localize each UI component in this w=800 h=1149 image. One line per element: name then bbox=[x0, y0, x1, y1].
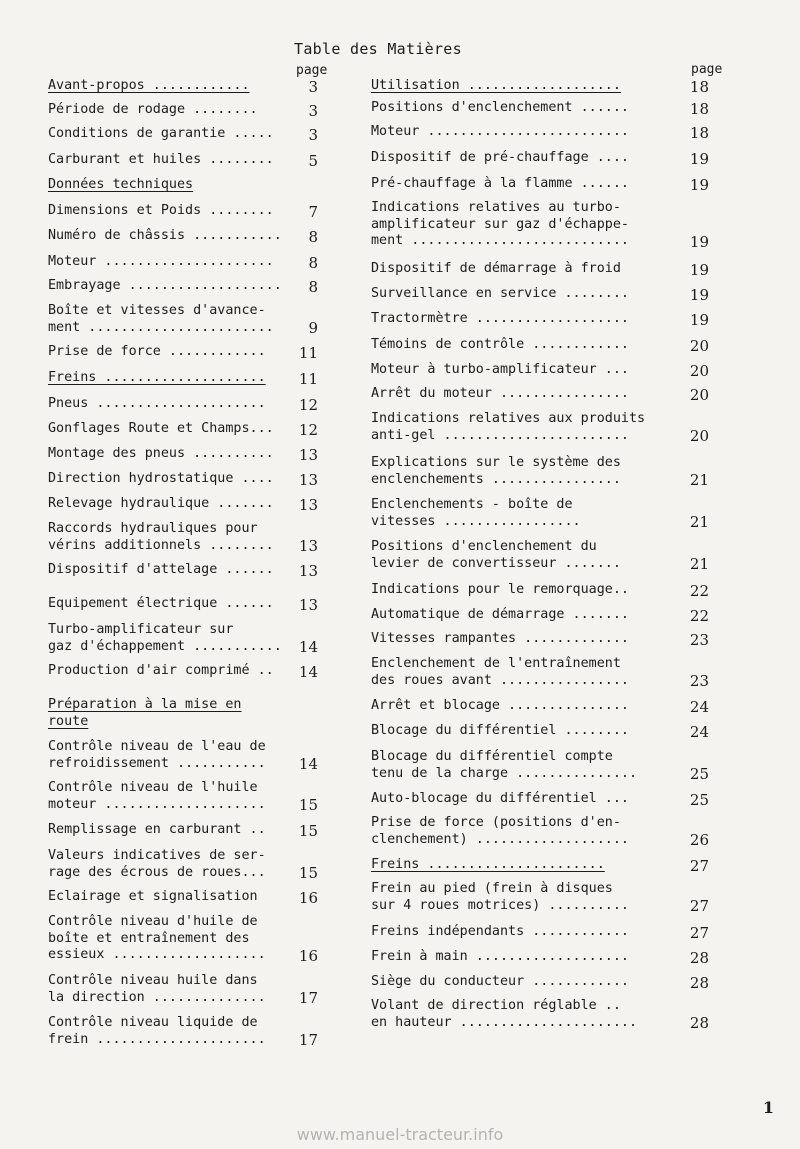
toc-entry-text: Frein au pied (frein à disques bbox=[371, 881, 613, 896]
toc-entry bbox=[48, 344, 318, 361]
toc-entry bbox=[371, 881, 713, 914]
toc-entry-page: 28 bbox=[689, 1014, 709, 1033]
toc-entry-text: Indications relatives au turbo- bbox=[371, 200, 621, 215]
toc-entry-page: 15 bbox=[298, 796, 318, 815]
toc-entry-text: Auto-blocage du différentiel ... bbox=[371, 791, 629, 806]
toc-entry bbox=[371, 286, 713, 303]
toc-entry-text: Gonflages Route et Champs... bbox=[48, 421, 274, 436]
toc-entry bbox=[48, 596, 318, 613]
toc-entry bbox=[371, 261, 713, 278]
toc-entry bbox=[371, 656, 713, 689]
toc-entry-page: 18 bbox=[689, 77, 709, 96]
toc-entry-text: Raccords hydrauliques pour bbox=[48, 521, 258, 536]
toc-entry bbox=[371, 411, 713, 444]
toc-entry-page: 15 bbox=[298, 864, 318, 883]
toc-entry-page: 13 bbox=[298, 495, 318, 514]
toc-entry bbox=[371, 974, 713, 991]
toc-entry-text: sur 4 roues motrices) .......... bbox=[371, 897, 629, 913]
toc-entry-text: vérins additionnels ........ bbox=[48, 537, 274, 553]
toc-entry-text: Tractormètre ................... bbox=[371, 311, 629, 326]
toc-entry-text: Montage des pneus .......... bbox=[48, 446, 274, 461]
toc-entry bbox=[48, 126, 318, 143]
toc-entry bbox=[371, 998, 713, 1031]
page-column-label-right: page bbox=[691, 62, 723, 77]
toc-entry-page: 19 bbox=[689, 260, 709, 279]
toc-entry-page: 20 bbox=[689, 385, 709, 404]
toc-entry bbox=[48, 421, 318, 438]
toc-entry-text: Vitesses rampantes ............. bbox=[371, 631, 629, 646]
toc-section-heading bbox=[48, 78, 318, 95]
toc-entry-text: Contrôle niveau de l'huile bbox=[48, 780, 258, 795]
toc-entry-text: Automatique de démarrage ....... bbox=[371, 607, 629, 622]
toc-entry bbox=[371, 949, 713, 966]
toc-entry-text: Moteur ......................... bbox=[371, 124, 629, 139]
toc-entry-text: Indications relatives aux produits bbox=[371, 411, 646, 426]
toc-entry-text: Moteur à turbo-amplificateur ... bbox=[371, 362, 629, 377]
toc-entry bbox=[48, 889, 318, 906]
toc-entry-text: boîte et entraînement des bbox=[48, 930, 250, 946]
toc-section-heading bbox=[371, 78, 713, 95]
toc-entry-text: Eclairage et signalisation bbox=[48, 889, 258, 904]
toc-entry-page: 8 bbox=[308, 277, 318, 296]
toc-entry-page: 28 bbox=[689, 948, 709, 967]
toc-entry-text: Pré-chauffage à la flamme ...... bbox=[371, 176, 629, 191]
toc-entry-page: 17 bbox=[298, 1031, 318, 1050]
toc-entry-page: 21 bbox=[689, 513, 709, 532]
toc-entry-text: Direction hydrostatique .... bbox=[48, 471, 274, 486]
toc-entry-text: clenchement) ................... bbox=[371, 831, 629, 847]
toc-entry-page: 27 bbox=[689, 923, 709, 942]
toc-entry bbox=[371, 698, 713, 715]
toc-entry-text: Freins ...................... bbox=[371, 857, 605, 872]
toc-entry bbox=[48, 102, 318, 119]
toc-section-heading bbox=[371, 857, 713, 874]
toc-entry-text: Prise de force (positions d'en- bbox=[371, 815, 621, 830]
toc-entry-text: Enclenchements - boîte de bbox=[371, 497, 573, 512]
toc-entry-page: 5 bbox=[308, 151, 318, 170]
toc-entry-page: 8 bbox=[308, 253, 318, 272]
toc-entry-text: Période de rodage ........ bbox=[48, 102, 258, 117]
toc-entry bbox=[48, 521, 318, 554]
toc-entry-text: la direction .............. bbox=[48, 989, 266, 1005]
toc-entry bbox=[371, 362, 713, 379]
toc-entry bbox=[371, 749, 713, 782]
toc-entry-page: 19 bbox=[689, 232, 709, 251]
page-number: 1 bbox=[762, 1098, 774, 1117]
toc-entry-text: en hauteur ...................... bbox=[371, 1014, 638, 1030]
toc-entry-page: 14 bbox=[298, 638, 318, 657]
toc-entry bbox=[48, 822, 318, 839]
toc-entry-text: vitesses ................. bbox=[371, 513, 581, 529]
toc-entry-text: Contrôle niveau de l'eau de bbox=[48, 739, 266, 754]
toc-entry bbox=[48, 739, 318, 772]
toc-entry-page: 8 bbox=[308, 227, 318, 246]
toc-entry-text: Surveillance en service ........ bbox=[371, 286, 629, 301]
toc-entry bbox=[48, 278, 318, 295]
toc-entry-text: Embrayage ................... bbox=[48, 278, 282, 293]
toc-entry bbox=[371, 723, 713, 740]
toc-entry bbox=[48, 471, 318, 488]
toc-entry-page: 13 bbox=[298, 561, 318, 580]
toc-entry-text: Conditions de garantie ..... bbox=[48, 126, 274, 141]
toc-entry-text: Avant-propos ............ bbox=[48, 78, 250, 93]
toc-entry-text: Prise de force ............ bbox=[48, 344, 266, 359]
toc-entry bbox=[48, 228, 318, 245]
toc-entry-page: 21 bbox=[689, 555, 709, 574]
toc-entry-page: 13 bbox=[298, 470, 318, 489]
toc-entry-text: essieux ................... bbox=[48, 947, 266, 963]
toc-entry-page: 21 bbox=[689, 471, 709, 490]
toc-entry-text: Production d'air comprimé .. bbox=[48, 663, 274, 678]
toc-entry-text: Dimensions et Poids ........ bbox=[48, 203, 274, 218]
toc-entry-text: Pneus ..................... bbox=[48, 396, 266, 411]
toc-entry-text: Positions d'enclenchement du bbox=[371, 539, 597, 554]
toc-entry-text: Dispositif de pré-chauffage .... bbox=[371, 150, 629, 165]
toc-entry-page: 12 bbox=[298, 395, 318, 414]
toc-entry-text: Turbo-amplificateur sur bbox=[48, 622, 234, 637]
toc-entry bbox=[48, 396, 318, 413]
toc-entry-page: 19 bbox=[689, 285, 709, 304]
toc-entry bbox=[371, 539, 713, 572]
toc-entry bbox=[371, 176, 713, 193]
toc-entry-page: 16 bbox=[298, 946, 318, 965]
toc-entry bbox=[48, 254, 318, 271]
watermark: www.manuel-tracteur.info bbox=[296, 1125, 504, 1144]
toc-entry-text: Relevage hydraulique ....... bbox=[48, 496, 274, 511]
toc-entry bbox=[48, 914, 318, 964]
toc-section-heading bbox=[48, 697, 318, 730]
toc-entry-text: Siège du conducteur ............ bbox=[371, 974, 629, 989]
toc-entry-text: Equipement électrique ...... bbox=[48, 596, 274, 611]
toc-entry bbox=[48, 496, 318, 513]
toc-entry-text: Enclenchement de l'entraînement bbox=[371, 656, 621, 671]
toc-entry-text: Numéro de châssis ........... bbox=[48, 228, 282, 243]
toc-entry bbox=[371, 497, 713, 530]
toc-entry-text: Indications pour le remorquage.. bbox=[371, 582, 629, 597]
toc-entry-text: Carburant et huiles ........ bbox=[48, 152, 274, 167]
toc-entry bbox=[48, 562, 318, 579]
toc-entry-page: 24 bbox=[689, 697, 709, 716]
toc-entry-text: Frein à main ................... bbox=[371, 949, 629, 964]
toc-entry-text: Préparation à la mise en bbox=[48, 697, 242, 712]
toc-entry-page: 18 bbox=[689, 123, 709, 142]
toc-entry-text: des roues avant ................ bbox=[371, 672, 629, 688]
toc-entry-text: ment ........................... bbox=[371, 233, 629, 249]
toc-entry bbox=[48, 152, 318, 169]
toc-entry-text: Explications sur le système des bbox=[371, 455, 621, 470]
toc-entry bbox=[371, 386, 713, 403]
toc-entry bbox=[48, 303, 318, 336]
toc-entry-page: 22 bbox=[689, 606, 709, 625]
toc-entry-text: Contrôle niveau d'huile de bbox=[48, 914, 258, 929]
toc-entry-page: 25 bbox=[689, 790, 709, 809]
toc-title: Table des Matières bbox=[294, 40, 462, 58]
toc-entry-text: Valeurs indicatives de ser- bbox=[48, 848, 266, 863]
toc-entry-text: Volant de direction réglable .. bbox=[371, 998, 621, 1013]
toc-entry bbox=[48, 446, 318, 463]
toc-entry bbox=[371, 337, 713, 354]
toc-entry-page: 20 bbox=[689, 427, 709, 446]
toc-entry-page: 13 bbox=[298, 595, 318, 614]
toc-entry-text: Blocage du différentiel ........ bbox=[371, 723, 629, 738]
toc-entry-page: 20 bbox=[689, 336, 709, 355]
toc-entry-text: Positions d'enclenchement ...... bbox=[371, 100, 629, 115]
toc-entry-page: 19 bbox=[689, 175, 709, 194]
toc-entry-page: 23 bbox=[689, 672, 709, 691]
toc-entry-page: 13 bbox=[298, 537, 318, 556]
toc-entry bbox=[371, 200, 713, 250]
toc-entry bbox=[371, 100, 713, 117]
toc-entry bbox=[371, 150, 713, 167]
toc-entry bbox=[48, 1015, 318, 1048]
toc-entry-page: 3 bbox=[308, 77, 318, 96]
toc-entry-page: 14 bbox=[298, 662, 318, 681]
toc-entry-text: amplificateur sur gaz d'échappe- bbox=[371, 216, 629, 232]
toc-entry-page: 15 bbox=[298, 821, 318, 840]
toc-entry-text: Freins indépendants ............ bbox=[371, 924, 629, 939]
toc-entry-text: Contrôle niveau huile dans bbox=[48, 973, 258, 988]
toc-entry-page: 16 bbox=[298, 888, 318, 907]
toc-entry-page: 27 bbox=[689, 897, 709, 916]
toc-section-heading bbox=[48, 177, 318, 194]
toc-entry-page: 19 bbox=[689, 149, 709, 168]
toc-entry-text: Moteur ..................... bbox=[48, 254, 274, 269]
toc-entry bbox=[371, 311, 713, 328]
toc-entry-page: 18 bbox=[689, 99, 709, 118]
toc-entry bbox=[48, 663, 318, 680]
toc-entry-page: 23 bbox=[689, 630, 709, 649]
toc-entry-text: Boîte et vitesses d'avance- bbox=[48, 303, 266, 318]
toc-section-heading bbox=[48, 370, 318, 387]
toc-entry bbox=[371, 455, 713, 488]
toc-entry-page: 25 bbox=[689, 765, 709, 784]
toc-entry bbox=[48, 203, 318, 220]
toc-entry-page: 19 bbox=[689, 310, 709, 329]
toc-entry-page: 20 bbox=[689, 361, 709, 380]
toc-entry-text: Dispositif d'attelage ...... bbox=[48, 562, 274, 577]
toc-entry-text: enclenchements ................ bbox=[371, 471, 621, 487]
toc-entry-text: Arrêt du moteur ................ bbox=[371, 386, 629, 401]
toc-entry bbox=[48, 848, 318, 881]
toc-entry-text: Utilisation ................... bbox=[371, 78, 621, 93]
toc-entry-text: refroidissement ........... bbox=[48, 755, 266, 771]
toc-entry-page: 12 bbox=[298, 420, 318, 439]
toc-entry-text: levier de convertisseur ....... bbox=[371, 555, 621, 571]
toc-entry-page: 24 bbox=[689, 722, 709, 741]
toc-entry-page: 9 bbox=[308, 319, 318, 338]
toc-entry-text: Données techniques bbox=[48, 177, 194, 192]
toc-entry-text: Remplissage en carburant .. bbox=[48, 822, 266, 837]
toc-entry-text: Arrêt et blocage ............... bbox=[371, 698, 629, 713]
toc-entry bbox=[371, 582, 713, 599]
toc-entry bbox=[371, 631, 713, 648]
toc-entry bbox=[371, 924, 713, 941]
toc-entry-text: ment ....................... bbox=[48, 319, 274, 335]
toc-entry-page: 3 bbox=[308, 125, 318, 144]
toc-entry-page: 11 bbox=[298, 343, 318, 362]
toc-entry-page: 13 bbox=[298, 445, 318, 464]
toc-entry bbox=[371, 124, 713, 141]
toc-entry bbox=[371, 791, 713, 808]
toc-entry-text: moteur .................... bbox=[48, 796, 266, 812]
toc-entry-text: Freins .................... bbox=[48, 370, 266, 385]
toc-entry-page: 11 bbox=[298, 369, 318, 388]
toc-entry-text: tenu de la charge ............... bbox=[371, 765, 638, 781]
toc-entry-text: route bbox=[48, 713, 89, 729]
toc-entry-page: 26 bbox=[689, 831, 709, 850]
toc-entry-text: Contrôle niveau liquide de bbox=[48, 1015, 258, 1030]
toc-entry-page: 28 bbox=[689, 973, 709, 992]
toc-entry-page: 3 bbox=[308, 101, 318, 120]
toc-entry-page: 17 bbox=[298, 989, 318, 1008]
toc-entry-page: 14 bbox=[298, 755, 318, 774]
toc-entry bbox=[48, 780, 318, 813]
toc-entry-page: 7 bbox=[308, 202, 318, 221]
toc-entry-text: rage des écrous de roues... bbox=[48, 864, 266, 880]
toc-entry-text: gaz d'échappement ........... bbox=[48, 638, 282, 654]
toc-entry-page: 27 bbox=[689, 856, 709, 875]
toc-entry-page: 22 bbox=[689, 581, 709, 600]
toc-entry bbox=[371, 607, 713, 624]
toc-entry-text: frein ..................... bbox=[48, 1031, 266, 1047]
toc-entry bbox=[48, 973, 318, 1006]
toc-entry bbox=[371, 815, 713, 848]
toc-entry-text: Témoins de contrôle ............ bbox=[371, 337, 629, 352]
toc-entry-text: Dispositif de démarrage à froid bbox=[371, 261, 621, 276]
toc-entry-text: anti-gel ....................... bbox=[371, 427, 629, 443]
toc-entry bbox=[48, 622, 318, 655]
toc-entry-text: Blocage du différentiel compte bbox=[371, 749, 613, 764]
page-column-label-left: page bbox=[296, 63, 328, 78]
